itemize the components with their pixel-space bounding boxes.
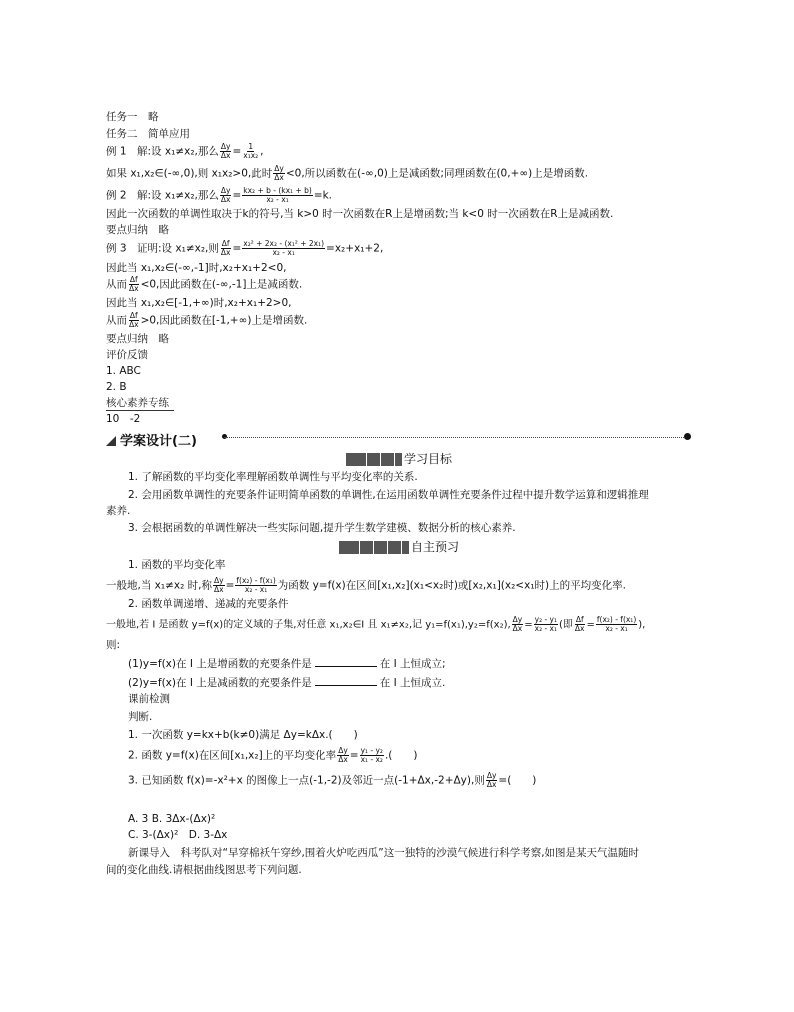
fraction: $\frac{\Delta f}{\Delta x}$: [129, 275, 139, 293]
goal-2-cont: 素养.: [106, 505, 131, 517]
pre-test-heading: 课前检测: [128, 693, 170, 705]
preview-2: 2. 函数单调递增、递减的充要条件: [128, 598, 289, 610]
options-1: A. 3 B. 3Δx-(Δx)²: [128, 813, 216, 825]
example-2: 例 2 解:设 x₁≠x₂,那么 $\frac{\Delta y}{\Delta x}$ = $\frac{\text{kx₂ + b - (kx₁ + b)}}{\text{x₂ - x₁}}$ =k.: [106, 186, 333, 204]
then-label: 则:: [106, 639, 121, 651]
fraction: $\frac{\text{x₂² + 2x₂ - (x₁² + 2x₁)}}{\text{x₂ - x₁}}$: [243, 239, 325, 257]
fraction: $\frac{\Delta f}{\Delta x}$: [220, 239, 231, 257]
fraction: $\frac{\Delta y}{\Delta x}$: [214, 576, 224, 594]
feedback-heading: 评价反馈: [106, 349, 148, 361]
fraction: $\frac{\Delta y}{\Delta x}$: [512, 615, 523, 633]
fraction: $\frac{\text{y₁ - y₂}}{\text{x₁ - x₂}}$: [360, 746, 383, 764]
example-3-line: 因此当 x₁,x₂∈[-1,+∞)时,x₂+x₁+2>0,: [106, 297, 292, 309]
heading-bar-icon: [346, 453, 402, 466]
core-practice: 核心素养专练: [106, 397, 169, 409]
question-1: 1. 一次函数 y=kx+b(k≠0)满足 Δy=kΔx.( ): [128, 729, 358, 741]
answer-2: 2. B: [106, 381, 127, 393]
fraction: $\frac{\Delta y}{\Delta x}$: [220, 142, 231, 160]
fraction: $\frac{\text{f(x₂) - f(x₁)}}{\text{x₂ - x₁}}$: [236, 576, 276, 594]
example-1-cont: 如果 x₁,x₂∈(-∞,0),则 x₁x₂>0,此时 $\frac{\Delta y}{\Delta x}$ <0,所以函数在(-∞,0)上是减函数;同理函数在(0,+∞)上是增函数.: [106, 164, 589, 182]
task-one: 任务一 略: [106, 111, 159, 123]
example-1: 例 1 解:设 x₁≠x₂,那么 $\frac{\Delta y}{\Delta x}$ = $\frac{1}{\text{x₁x₂}}$ ,: [106, 142, 264, 160]
judge-label: 判断.: [128, 711, 153, 723]
triangle-icon: [106, 436, 116, 446]
section-title: 学案设计(二): [106, 430, 197, 449]
intro-line-1: 新课导入 科考队对“早穿棉袄午穿纱,围着火炉吃西瓜”这一独特的沙漠气候进行科学考察,如图是某天气温随时: [128, 847, 640, 859]
fraction: $\frac{\Delta f}{\Delta x}$: [129, 311, 139, 329]
condition-1: (1)y=f(x)在 I 上是增函数的充要条件是 在 I 上恒成立;: [128, 658, 446, 670]
goal-1: 1. 了解函数的平均变化率理解函数单调性与平均变化率的关系.: [128, 471, 418, 483]
heading-bar-icon: [339, 541, 409, 554]
goal-2: 2. 会用函数单调性的充要条件证明简单函数的单调性,在运用函数单调性充要条件过程中提升数学运算和逻辑推理: [128, 489, 649, 501]
core-practice-answer: 10 -2: [106, 413, 141, 425]
answer-blank[interactable]: [315, 675, 377, 686]
heading-goals: 学习目标: [106, 450, 692, 467]
dotted-divider: [224, 437, 686, 438]
question-2: 2. 函数 y=f(x)在区间[x₁,x₂]上的平均变化率 $\frac{\Delta y}{\Delta x}$ = $\frac{\text{y₁ - y₂}}{\text{x₁ - x₂}}$ .( ): [128, 746, 418, 764]
answer-blank[interactable]: [315, 656, 377, 667]
fraction: $\frac{\text{kx₂ + b - (kx₁ + b)}}{\text{x₂ - x₁}}$: [243, 186, 312, 204]
heading-preview: 自主预习: [106, 538, 692, 555]
fraction: $\frac{\text{f(x₂) - f(x₁)}}{\text{x₂ - x₁}}$: [596, 615, 637, 633]
key-points: 要点归纳 略: [106, 224, 169, 236]
condition-2: (2)y=f(x)在 I 上是减函数的充要条件是 在 I 上恒成立.: [128, 677, 446, 689]
fraction: $\frac{\Delta f}{\Delta x}$: [574, 615, 585, 633]
example-3-line: 从而 $\frac{\Delta f}{\Delta x}$ >0,因此函数在[-1,+∞)上是增函数.: [106, 311, 308, 329]
example-3-line: 因此当 x₁,x₂∈(-∞,-1]时,x₂+x₁+2<0,: [106, 262, 287, 274]
example-2-cont: 因此一次函数的单调性取决于k的符号,当 k>0 时一次函数在R上是增函数;当 k<0 时一次函数在R上是减函数.: [106, 208, 614, 220]
preview-def-2: 一般地,若 I 是函数 y=f(x)的定义域的子集,对任意 x₁,x₂∈I 且 x₁≠x₂,记 y₁=f(x₁),y₂=f(x₂), $\frac{\Delta y}{\Delta x}$ = $\frac{\text{y₂ - y₁}}{\text{x₂ - x₁}}$ (即 $\frac{\Delta f}{\Delta x}$ = $\frac{\text{f(x₂) - f(x₁)}}{\text{x₂ - x₁}}$ ),: [106, 615, 646, 633]
fraction: $\frac{\Delta y}{\Delta x}$: [220, 186, 231, 204]
preview-def: 一般地,当 x₁≠x₂ 时,称 $\frac{\Delta y}{\Delta x}$ = $\frac{\text{f(x₂) - f(x₁)}}{\text{x₂ - x₁}}$ 为函数 y=f(x)在区间[x₁,x₂](x₁<x₂时)或[x₂,x₁](x₂<x₁时)上的平均变化率.: [106, 576, 626, 594]
task-two: 任务二 简单应用: [106, 128, 190, 140]
options-2: C. 3-(Δx)² D. 3-Δx: [128, 829, 228, 841]
divider: [106, 410, 174, 411]
question-3: 3. 已知函数 f(x)=-x²+x 的图像上一点(-1,-2)及邻近一点(-1+Δx,-2+Δy),则 $\frac{\Delta y}{\Delta x}$ =( ): [128, 771, 537, 789]
goal-3: 3. 会根据函数的单调性解决一些实际问题,提升学生数学建模、数据分析的核心素养.: [128, 522, 516, 534]
fraction: $\frac{1}{\text{x₁x₂}}$: [243, 142, 259, 160]
dot-icon: [684, 433, 691, 440]
fraction: $\frac{\Delta y}{\Delta x}$: [338, 746, 348, 764]
intro-line-2: 间的变化曲线.请根据曲线图思考下列问题.: [106, 864, 302, 876]
key-points: 要点归纳 略: [106, 333, 169, 345]
answer-1: 1. ABC: [106, 365, 141, 377]
example-3-line: 从而 $\frac{\Delta f}{\Delta x}$ <0,因此函数在(-∞,-1]上是减函数.: [106, 275, 303, 293]
fraction: $\frac{\Delta y}{\Delta x}$: [486, 771, 497, 789]
example-3: 例 3 证明:设 x₁≠x₂,则 $\frac{\Delta f}{\Delta x}$ = $\frac{\text{x₂² + 2x₂ - (x₁² + 2x₁)}}{\text{x₂ - x₁}}$ =x₂+x₁+2,: [106, 239, 384, 257]
preview-1: 1. 函数的平均变化率: [128, 559, 226, 571]
fraction: $\frac{\text{y₂ - y₁}}{\text{x₂ - x₁}}$: [534, 615, 558, 633]
fraction: $\frac{\Delta y}{\Delta x}$: [274, 164, 284, 182]
